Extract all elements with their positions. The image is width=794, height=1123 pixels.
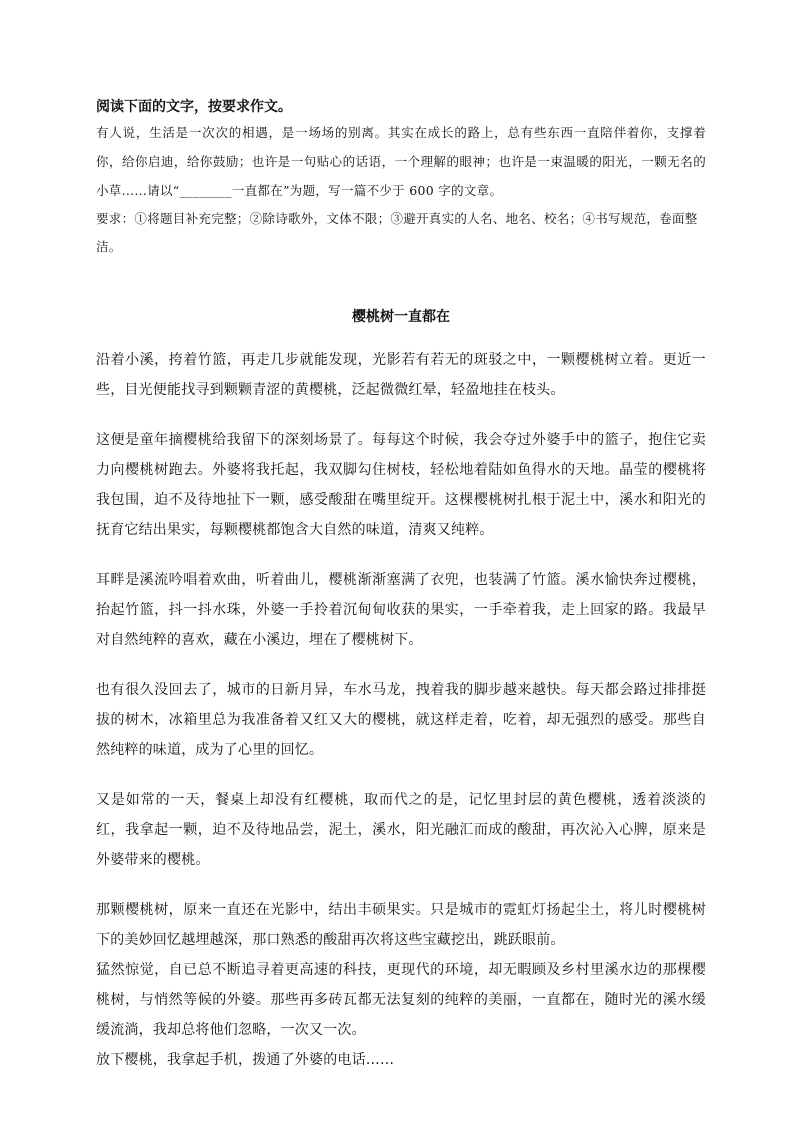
- essay-paragraph: 那颗樱桃树，原来一直还在光影中，结出丰硕果实。只是城市的霓虹灯扬起尘土，将儿时樱桃树下的美妙回忆越埋越深，那口熟悉的酸甜再次将这些宝藏挖出，跳跃眼前。: [96, 902, 706, 948]
- essay-paragraph: 放下樱桃，我拿起手机，拨通了外婆的电话……: [96, 1052, 395, 1068]
- essay-paragraph: 这便是童年摘樱桃给我留下的深刻场景了。每每这个时候，我会夺过外婆手中的篮子，抱住它卖力向樱桃树跑去。外婆将我托起，我双脚勾住树枝，轻松地着陆如鱼得水的天地。晶莹的樱桃将我包围，迫不及待地扯下一颗，感受酸甜在嘴里绽开。这棵樱桃树扎根于泥土中，溪水和阳光的抚育它结出果实，每颗樱桃都饱含大自然的味道，清爽又纯粹。: [96, 432, 706, 538]
- essay-paragraph: 猛然惊觉，自已总不断追寻着更高速的科技，更现代的环境，却无暇顾及乡村里溪水边的那棵樱桃树，与悄然等候的外婆。那些再多砖瓦都无法复刻的纯粹的美丽，一直都在，随时光的溪水缓缓流淌，我却总将他们忽略，一次又一次。: [96, 962, 706, 1038]
- essay-title: 樱桃树一直都在: [352, 309, 450, 325]
- essay-paragraph: 耳畔是溪流吟唱着欢曲，听着曲儿，樱桃渐渐塞满了衣兜，也装满了竹篮。溪水愉快奔过樱桃，抬起竹篮，抖一抖水珠，外婆一手拎着沉甸甸收获的果实，一手牵着我，走上回家的路。我最早对自然纯粹的喜欢，藏在小溪边，埋在了樱桃树下。: [96, 572, 706, 648]
- essay-paragraph: 又是如常的一天，餐桌上却没有红樱桃，取而代之的是，记忆里封层的黄色樱桃，透着淡淡的红，我拿起一颗，迫不及待地品尝，泥土，溪水，阳光融汇而成的酸甜，再次沁入心脾，原来是外婆带来的樱桃。: [96, 792, 706, 868]
- document-page: [96, 96, 706, 1075]
- essay-paragraph: 也有很久没回去了，城市的日新月异，车水马龙，拽着我的脚步越来越快。每天都会路过排排挺拔的树木，冰箱里总为我准备着又红又大的樱桃，就这样走着，吃着，却无强烈的感受。那些自然纯粹的味道，成为了心里的回忆。: [96, 682, 706, 758]
- essay-prompt: 有人说，生活是一次次的相遇，是一场场的别离。其实在成长的路上，总有些东西一直陪伴着你，支撑着你，给你启迪，给你鼓励；也许是一句贴心的话语，一个理解的眼神；也许是一束温暖的阳光，一颗无名的小草……请以“________一直都在”为题，写一篇不少于 600 字的文章。: [96, 125, 706, 198]
- instruction-heading: 阅读下面的文字，按要求作文。: [96, 99, 292, 115]
- essay-requirements: 要求：①将题目补充完整；②除诗歌外，文体不限；③避开真实的人名、地名、校名；④书写规范，卷面整洁。: [96, 211, 698, 254]
- essay-paragraph: 沿着小溪，挎着竹篮，再走几步就能发现，光影若有若无的斑驳之中，一颗樱桃树立着。更近一些，目光便能找寻到颗颗青涩的黄樱桃，泛起微微红晕，轻盈地挂在枝头。: [96, 352, 706, 398]
